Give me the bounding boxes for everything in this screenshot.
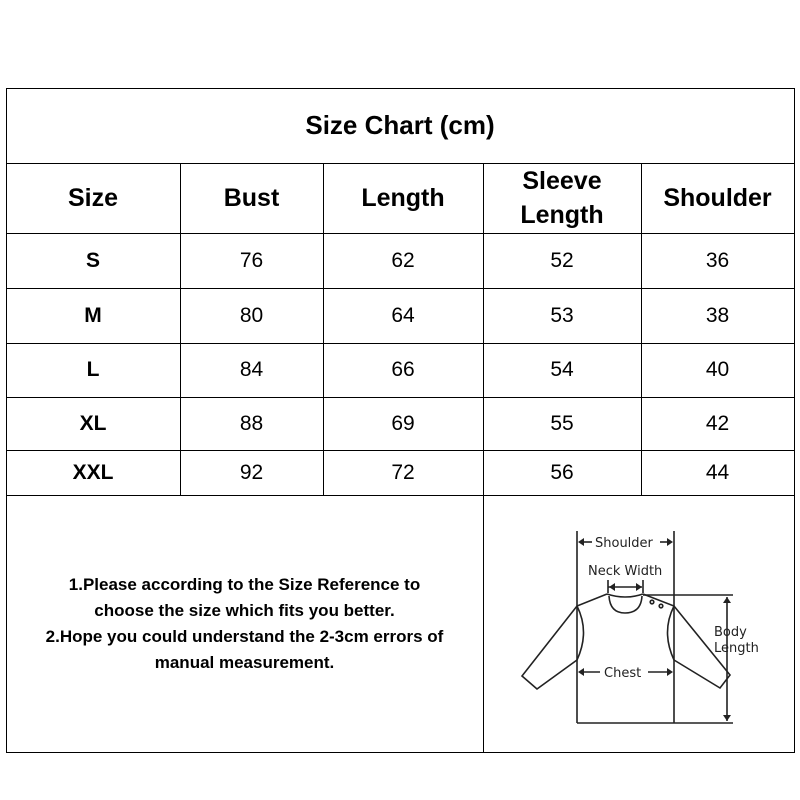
table-cell: 76: [239, 248, 264, 272]
table-cell: 40: [705, 358, 730, 381]
table-cell: 64: [391, 303, 415, 327]
table-cell: 54: [550, 358, 574, 381]
note-line: choose the size which fits you better.: [94, 600, 395, 620]
table-cell: 62: [391, 248, 415, 272]
table-cell: 55: [550, 411, 574, 435]
table-cell: 84: [239, 358, 264, 381]
column-header: Sleeve Length: [520, 167, 604, 229]
table-cell: 36: [705, 248, 730, 272]
size-cell: S: [85, 248, 100, 272]
table-cell: 88: [239, 411, 264, 435]
neck-width-label: Neck Width: [588, 564, 663, 579]
table-cell: 80: [239, 303, 264, 327]
chart-title: Size Chart (cm): [305, 110, 495, 140]
size-cell: M: [84, 303, 102, 327]
table-cell: 72: [391, 460, 415, 484]
column-header: Bust: [223, 184, 280, 212]
shoulder-label: Shoulder: [595, 536, 653, 551]
body-length-label: Length: [714, 641, 759, 656]
table-cell: 38: [705, 303, 730, 327]
column-header: Size: [67, 184, 119, 212]
table-cell: 52: [550, 248, 574, 272]
table-cell: 42: [705, 411, 730, 435]
column-header: Length: [361, 184, 445, 212]
note-line: 2.Hope you could understand the 2-3cm errors of: [45, 626, 444, 646]
size-cell: XL: [79, 411, 107, 435]
column-header: Shoulder: [663, 184, 772, 212]
chest-label: Chest: [604, 666, 642, 681]
table-cell: 66: [391, 358, 415, 381]
table-cell: 69: [391, 411, 415, 435]
table-cell: 53: [550, 303, 574, 327]
table-cell: 56: [550, 460, 574, 484]
table-cell: 92: [239, 460, 264, 484]
note-line: 1.Please according to the Size Reference to: [68, 574, 421, 594]
size-cell: L: [86, 358, 100, 381]
table-cell: 44: [705, 460, 730, 484]
size-cell: XXL: [72, 460, 114, 484]
body-length-label: Body: [714, 625, 747, 640]
note-line: manual measurement.: [154, 652, 335, 672]
